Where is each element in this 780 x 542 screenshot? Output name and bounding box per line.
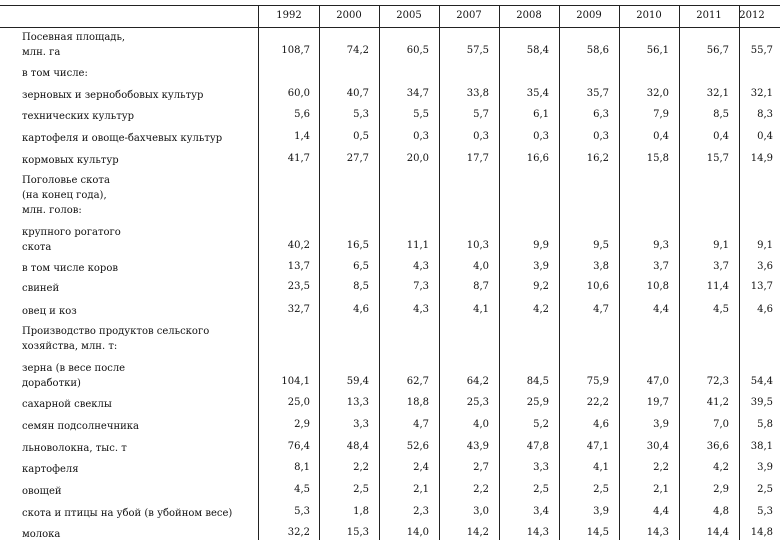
- table-cell: 3,9: [653, 419, 669, 430]
- table-cell: 14,3: [526, 527, 549, 538]
- table-cell: 4,6: [353, 304, 369, 315]
- column-divider: [679, 5, 680, 540]
- year-header: 2007: [456, 10, 482, 21]
- table-cell: 9,1: [757, 240, 773, 251]
- table-cell: 7,0: [713, 419, 729, 430]
- table-cell: 2,4: [413, 462, 429, 473]
- table-cell: 2,9: [294, 419, 310, 430]
- table-cell: 3,8: [593, 261, 609, 272]
- table-cell: 14,0: [406, 527, 429, 538]
- table-cell: 74,2: [346, 45, 369, 56]
- table-cell: 56,1: [646, 45, 669, 56]
- row-label: крупного рогатого скота: [22, 227, 121, 253]
- table-cell: 2,5: [533, 484, 549, 495]
- table-cell: 55,7: [750, 45, 773, 56]
- table-cell: 14,5: [586, 527, 609, 538]
- table-cell: 9,3: [653, 240, 669, 251]
- table-cell: 15,3: [346, 527, 369, 538]
- table-cell: 52,6: [406, 441, 429, 452]
- table-cell: 16,5: [346, 240, 369, 251]
- table-cell: 3,0: [473, 506, 489, 517]
- table-cell: 48,4: [346, 441, 369, 452]
- table-cell: 17,7: [466, 153, 489, 164]
- table-cell: 19,7: [646, 397, 669, 408]
- table-cell: 16,6: [526, 153, 549, 164]
- table-cell: 59,4: [346, 376, 369, 387]
- table-cell: 4,2: [713, 462, 729, 473]
- table-cell: 5,6: [294, 109, 310, 120]
- table-cell: 4,1: [593, 462, 609, 473]
- table-cell: 0,3: [533, 131, 549, 142]
- table-cell: 3,9: [533, 261, 549, 272]
- table-cell: 14,3: [646, 527, 669, 538]
- table-cell: 108,7: [281, 45, 310, 56]
- table-cell: 36,6: [706, 441, 729, 452]
- table-cell: 9,5: [593, 240, 609, 251]
- table-cell: 75,9: [586, 376, 609, 387]
- table-cell: 4,6: [593, 419, 609, 430]
- table-cell: 13,3: [346, 397, 369, 408]
- column-divider: [739, 5, 740, 540]
- table-cell: 4,5: [294, 484, 310, 495]
- table-cell: 3,3: [353, 419, 369, 430]
- table-cell: 40,7: [346, 88, 369, 99]
- row-label: льноволокна, тыс. т: [22, 443, 127, 454]
- table-cell: 43,9: [466, 441, 489, 452]
- table-cell: 2,2: [473, 484, 489, 495]
- row-label: зерна (в весе после доработки): [22, 363, 126, 389]
- table-cell: 56,7: [706, 45, 729, 56]
- table-cell: 8,7: [473, 281, 489, 292]
- row-label: скота и птицы на убой (в убойном весе): [22, 508, 233, 519]
- row-label: технических культур: [22, 111, 135, 122]
- table-cell: 8,5: [353, 281, 369, 292]
- table-cell: 0,4: [757, 131, 773, 142]
- year-header: 2000: [336, 10, 362, 21]
- table-cell: 38,1: [750, 441, 773, 452]
- table-cell: 6,3: [593, 109, 609, 120]
- row-label: зерновых и зернобобовых культур: [22, 90, 204, 101]
- table-cell: 2,1: [413, 484, 429, 495]
- table-cell: 32,1: [706, 88, 729, 99]
- table-cell: 5,8: [757, 419, 773, 430]
- table-cell: 2,3: [413, 506, 429, 517]
- table-cell: 15,8: [646, 153, 669, 164]
- table-cell: 2,9: [713, 484, 729, 495]
- table-cell: 2,5: [757, 484, 773, 495]
- year-header: 2011: [696, 10, 722, 21]
- table-cell: 4,0: [473, 261, 489, 272]
- row-label: Производство продуктов сельского хозяйства, млн. т:: [22, 326, 210, 352]
- table-cell: 41,7: [287, 153, 310, 164]
- table-cell: 2,5: [593, 484, 609, 495]
- table-cell: 4,4: [653, 506, 669, 517]
- table-cell: 10,6: [586, 281, 609, 292]
- row-label: картофеля: [22, 464, 79, 475]
- table-cell: 5,2: [533, 419, 549, 430]
- table-cell: 7,3: [413, 281, 429, 292]
- table-cell: 64,2: [466, 376, 489, 387]
- table-cell: 32,7: [287, 304, 310, 315]
- table-cell: 60,0: [287, 88, 310, 99]
- table-cell: 5,7: [473, 109, 489, 120]
- table-cell: 1,4: [294, 131, 310, 142]
- table-cell: 39,5: [750, 397, 773, 408]
- table-cell: 10,3: [466, 240, 489, 251]
- table-cell: 4,0: [473, 419, 489, 430]
- table-cell: 14,2: [466, 527, 489, 538]
- table-cell: 58,6: [586, 45, 609, 56]
- header-bottom-rule: [0, 27, 780, 28]
- year-header: 2009: [576, 10, 602, 21]
- table-cell: 20,0: [406, 153, 429, 164]
- table-cell: 14,8: [750, 527, 773, 538]
- table-cell: 9,9: [533, 240, 549, 251]
- table-cell: 3,3: [533, 462, 549, 473]
- table-cell: 3,6: [757, 261, 773, 272]
- table-cell: 2,7: [473, 462, 489, 473]
- column-divider: [499, 5, 500, 540]
- table-cell: 6,1: [533, 109, 549, 120]
- row-label: овощей: [22, 486, 62, 497]
- year-header: 2010: [636, 10, 662, 21]
- table-cell: 3,4: [533, 506, 549, 517]
- table-cell: 32,1: [750, 88, 773, 99]
- table-cell: 3,7: [713, 261, 729, 272]
- table-cell: 5,3: [757, 506, 773, 517]
- table-cell: 4,8: [713, 506, 729, 517]
- table-cell: 4,6: [757, 304, 773, 315]
- table-cell: 62,7: [406, 376, 429, 387]
- table-cell: 33,8: [466, 88, 489, 99]
- table-cell: 32,0: [646, 88, 669, 99]
- table-cell: 4,3: [413, 304, 429, 315]
- table-cell: 47,8: [526, 441, 549, 452]
- table-cell: 4,2: [533, 304, 549, 315]
- row-label: в том числе:: [22, 68, 88, 79]
- table-cell: 27,7: [346, 153, 369, 164]
- row-label: сахарной свеклы: [22, 399, 112, 410]
- column-divider: [439, 5, 440, 540]
- table-cell: 60,5: [406, 45, 429, 56]
- table-cell: 2,1: [653, 484, 669, 495]
- table-cell: 8,3: [757, 109, 773, 120]
- table-cell: 72,3: [706, 376, 729, 387]
- table-cell: 84,5: [526, 376, 549, 387]
- table-cell: 5,3: [353, 109, 369, 120]
- table-cell: 3,9: [757, 462, 773, 473]
- table-cell: 47,0: [646, 376, 669, 387]
- table-cell: 9,2: [533, 281, 549, 292]
- table-cell: 4,3: [413, 261, 429, 272]
- table-cell: 13,7: [750, 281, 773, 292]
- table-cell: 5,3: [294, 506, 310, 517]
- table-cell: 4,7: [593, 304, 609, 315]
- table-cell: 18,8: [406, 397, 429, 408]
- table-cell: 6,5: [353, 261, 369, 272]
- row-label: овец и коз: [22, 306, 77, 317]
- year-header: 1992: [276, 10, 302, 21]
- year-header: 2008: [516, 10, 542, 21]
- table-cell: 0,4: [713, 131, 729, 142]
- header-top-rule: [0, 5, 780, 6]
- table-cell: 2,2: [353, 462, 369, 473]
- table-cell: 41,2: [706, 397, 729, 408]
- table-cell: 3,7: [653, 261, 669, 272]
- table-cell: 34,7: [406, 88, 429, 99]
- table-cell: 35,4: [526, 88, 549, 99]
- table-cell: 4,5: [713, 304, 729, 315]
- year-header: 2005: [396, 10, 422, 21]
- table-cell: 58,4: [526, 45, 549, 56]
- table-cell: 35,7: [586, 88, 609, 99]
- column-divider: [619, 5, 620, 540]
- table-cell: 32,2: [287, 527, 310, 538]
- table-cell: 30,4: [646, 441, 669, 452]
- row-label: свиней: [22, 283, 60, 294]
- row-label: картофеля и овоще-бахчевых культур: [22, 133, 223, 144]
- table-cell: 57,5: [466, 45, 489, 56]
- table-cell: 25,3: [466, 397, 489, 408]
- column-divider: [319, 5, 320, 540]
- table-cell: 8,5: [713, 109, 729, 120]
- column-divider: [559, 5, 560, 540]
- table-cell: 11,4: [706, 281, 729, 292]
- table-cell: 9,1: [713, 240, 729, 251]
- table-cell: 0,5: [353, 131, 369, 142]
- table-cell: 0,3: [473, 131, 489, 142]
- table-cell: 0,3: [413, 131, 429, 142]
- table-cell: 4,4: [653, 304, 669, 315]
- row-label: в том числе коров: [22, 263, 118, 274]
- table-cell: 25,0: [287, 397, 310, 408]
- table-cell: 0,3: [593, 131, 609, 142]
- table-cell: 15,7: [706, 153, 729, 164]
- table-cell: 13,7: [287, 261, 310, 272]
- table-cell: 22,2: [586, 397, 609, 408]
- table-cell: 1,8: [353, 506, 369, 517]
- table-cell: 104,1: [281, 376, 310, 387]
- table-cell: 25,9: [526, 397, 549, 408]
- table-cell: 4,7: [413, 419, 429, 430]
- year-header: 2012: [739, 10, 765, 21]
- table-cell: 10,8: [646, 281, 669, 292]
- table-cell: 47,1: [586, 441, 609, 452]
- table-cell: 14,9: [750, 153, 773, 164]
- table-cell: 11,1: [406, 240, 429, 251]
- table-cell: 2,5: [353, 484, 369, 495]
- row-label: семян подсолнечника: [22, 421, 140, 432]
- row-label: кормовых культур: [22, 155, 119, 166]
- table-cell: 5,5: [413, 109, 429, 120]
- row-label: молока: [22, 529, 61, 540]
- table-cell: 23,5: [287, 281, 310, 292]
- table-cell: 2,2: [653, 462, 669, 473]
- row-label: Посевная площадь, млн. га: [22, 32, 126, 58]
- table-cell: 7,9: [653, 109, 669, 120]
- table-cell: 0,4: [653, 131, 669, 142]
- column-divider: [379, 5, 380, 540]
- table-cell: 3,9: [593, 506, 609, 517]
- table-cell: 14,4: [706, 527, 729, 538]
- table-cell: 8,1: [294, 462, 310, 473]
- table-cell: 40,2: [287, 240, 310, 251]
- table-cell: 4,1: [473, 304, 489, 315]
- table-cell: 76,4: [287, 441, 310, 452]
- table-cell: 16,2: [586, 153, 609, 164]
- table-cell: 54,4: [750, 376, 773, 387]
- row-label: Поголовье скота (на конец года), млн. голов:: [22, 175, 110, 216]
